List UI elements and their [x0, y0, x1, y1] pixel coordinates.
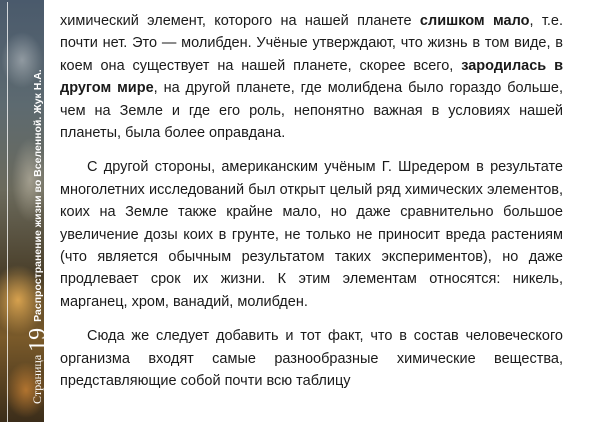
sidebar-caption: [22, 69, 51, 404]
page-label: Страница: [30, 354, 44, 404]
running-title: Распространение жизни во Вселенной. Жук Н.А.: [32, 69, 44, 322]
text-segment: химический элемент, которого на нашей планете: [60, 13, 420, 29]
text-segment: Сюда же следует добавить и тот факт, что в состав человеческого организма входят самые разнообразные химические вещества, представляющие собой почти всю таблицу: [60, 328, 563, 390]
paragraph-1: [60, 10, 563, 144]
text-segment: , т.е. почти нет. Это — молибден. Учёные утверждают, что жизнь в том виде, в коем она существует на нашей планете, скорее всего,: [60, 13, 563, 74]
bold-segment: слишком мало: [419, 13, 530, 29]
paragraph-3: [60, 325, 563, 392]
page-number: 19: [25, 327, 51, 352]
sidebar: [0, 0, 51, 422]
text-segment: , на другой планете, где молибдена было гораздо больше, чем на Земле и где его роль, непонятно важная в условиях нашей планеты, была более оправдана.: [60, 80, 563, 142]
text-segment: С другой стороны, американским учёным Г. Шредером в результате многолетних исследований был открыт целый ряд химических элементов, коих на Земле также крайне мало, но даже сравнительно большое увеличение дозы коих в грунте, не только не приносит вреда растениям (что является обычным результатом таких экспериментов), но даже продлевает срок их жизни. К этим элементам относятся: никель, марганец, хром, ванадий, молибден.: [60, 159, 563, 310]
bold-segment: зародилась в другом мире: [60, 57, 564, 97]
page-content: [60, 10, 563, 405]
sidebar-rule: [7, 2, 8, 422]
paragraph-2: [60, 156, 563, 313]
